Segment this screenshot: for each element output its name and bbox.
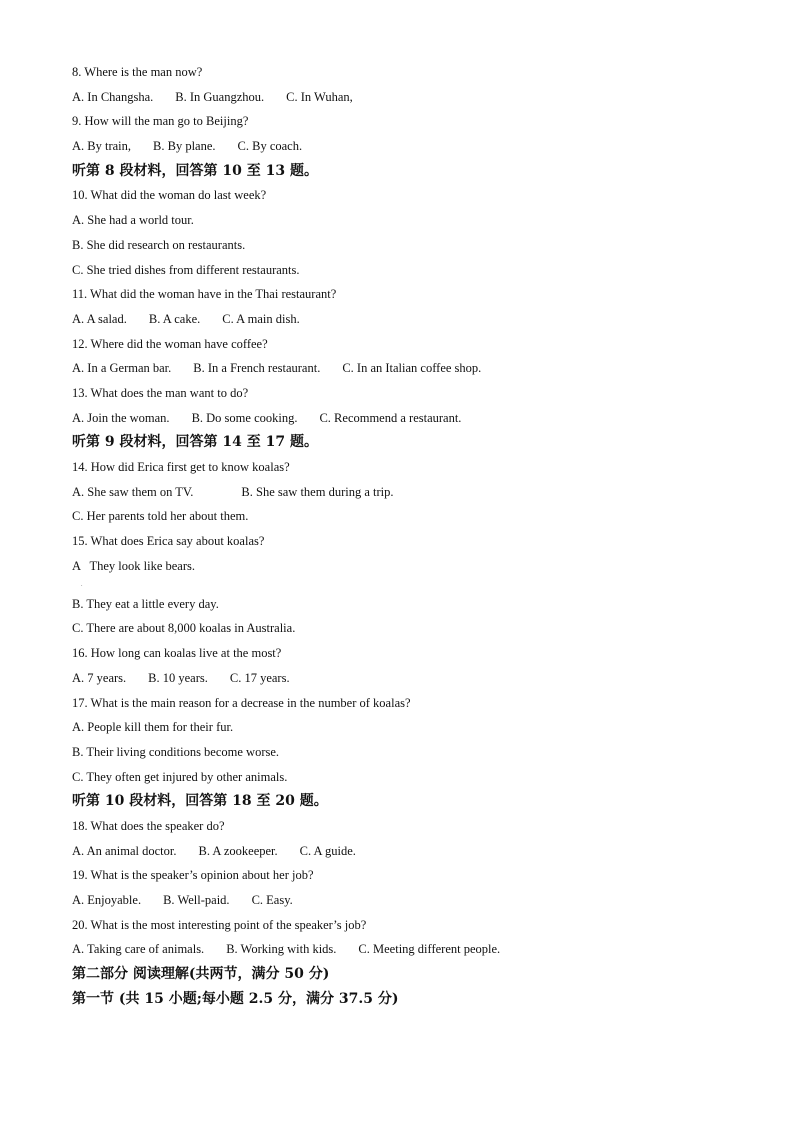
answer-option: A. In Changsha. [72, 89, 154, 104]
question-line: B. Their living conditions become worse. [72, 744, 280, 759]
question-line: 9. How will the man go to Beijing? [72, 114, 249, 129]
answer-option: C. A main dish. [222, 311, 300, 326]
question-line: 18. What does the speaker do? [72, 818, 225, 833]
question-line: 11. What did the woman have in the Thai restaurant? [72, 287, 337, 302]
question-line: C. She tried dishes from different restaurants. [72, 262, 300, 277]
question-line: C. They often get injured by other animals. [72, 769, 288, 784]
answer-option: C. Recommend a restaurant. [319, 410, 462, 425]
question-line: B. They eat a little every day. [72, 596, 219, 611]
question-line: 12. Where did the woman have coffee? [72, 336, 268, 351]
answer-option: C. A guide. [299, 843, 356, 858]
answer-option: C. By coach. [237, 139, 303, 154]
question-line: 14. How did Erica first get to know koalas? [72, 460, 290, 474]
options-row [72, 839, 762, 864]
question-line: A. She had a world tour. [72, 213, 194, 228]
question-line: 13. What does the man want to do? [72, 385, 249, 400]
question-line: 20. What is the most interesting point of the speaker’s job? [72, 917, 367, 932]
answer-option: A. An animal doctor. [72, 843, 177, 858]
question-line: B. She did research on restaurants. [72, 237, 246, 252]
options-row [72, 937, 762, 962]
question-line: 8. Where is the man now? [72, 65, 203, 79]
question-line: 16. How long can koalas live at the most? [72, 646, 282, 661]
options-row [72, 307, 762, 332]
section-heading: 听第 8 段材料，回答第 10 至 13 题。 [72, 162, 318, 179]
answer-option: B. A cake. [148, 311, 201, 326]
answer-option: B. She saw them during a trip. [241, 484, 394, 499]
options-row [72, 85, 762, 110]
section-heading: 第一节 (共 15 小题;每小题 2.5 分，满分 37.5 分) [72, 990, 399, 1007]
answer-option: A. A salad. [72, 311, 127, 326]
options-row [72, 406, 762, 431]
answer-option: A. She saw them on TV. [72, 484, 194, 499]
question-line: 19. What is the speaker’s opinion about her job? [72, 868, 314, 883]
answer-option: A. Join the woman. [72, 410, 170, 425]
section-heading: 第二部分 阅读理解(共两节，满分 50 分) [72, 966, 330, 983]
answer-option: A. By train, [72, 139, 132, 154]
answer-option: B. A zookeeper. [198, 843, 278, 858]
options-row [72, 480, 762, 505]
answer-line [72, 554, 762, 592]
answer-option: C. Easy. [251, 893, 293, 907]
question-line: A. People kill them for their fur. [72, 720, 234, 735]
answer-option: B. Well-paid. [163, 893, 230, 907]
answer-option: C. 17 years. [229, 670, 290, 685]
answer-option: B. By plane. [153, 139, 216, 154]
answer-option: C. In Wuhan, [286, 89, 353, 104]
options-row [72, 888, 762, 913]
section-heading: 听第 10 段材料，回答第 18 至 20 题。 [72, 793, 328, 810]
answer-option: C. In an Italian coffee shop. [342, 361, 482, 376]
answer-option: B. 10 years. [148, 670, 208, 685]
answer-option: B. Do some cooking. [191, 410, 298, 425]
options-row [72, 356, 762, 381]
section-heading: 听第 9 段材料，回答第 14 至 17 题。 [72, 434, 318, 451]
answer-option: B. In Guangzhou. [175, 89, 265, 104]
answer-text: A They look like bears. [72, 558, 196, 573]
answer-option: A. Taking care of animals. [72, 942, 205, 957]
question-line: 15. What does Erica say about koalas? [72, 534, 265, 549]
question-line: 10. What did the woman do last week? [72, 188, 267, 203]
question-line: 17. What is the main reason for a decrease in the number of koalas? [72, 695, 411, 710]
answer-option: B. In a French restaurant. [193, 361, 321, 376]
answer-option: A. In a German bar. [72, 361, 172, 376]
stray-mark: . [81, 581, 83, 588]
exam-page [72, 60, 762, 1011]
answer-option: A. 7 years. [72, 670, 127, 685]
answer-option: A. Enjoyable. [72, 893, 142, 907]
answer-option: B. Working with kids. [226, 942, 337, 957]
question-line: C. There are about 8,000 koalas in Australia. [72, 621, 296, 636]
question-line: C. Her parents told her about them. [72, 509, 249, 524]
options-row [72, 666, 762, 691]
answer-option: C. Meeting different people. [358, 942, 501, 957]
options-row [72, 134, 762, 159]
